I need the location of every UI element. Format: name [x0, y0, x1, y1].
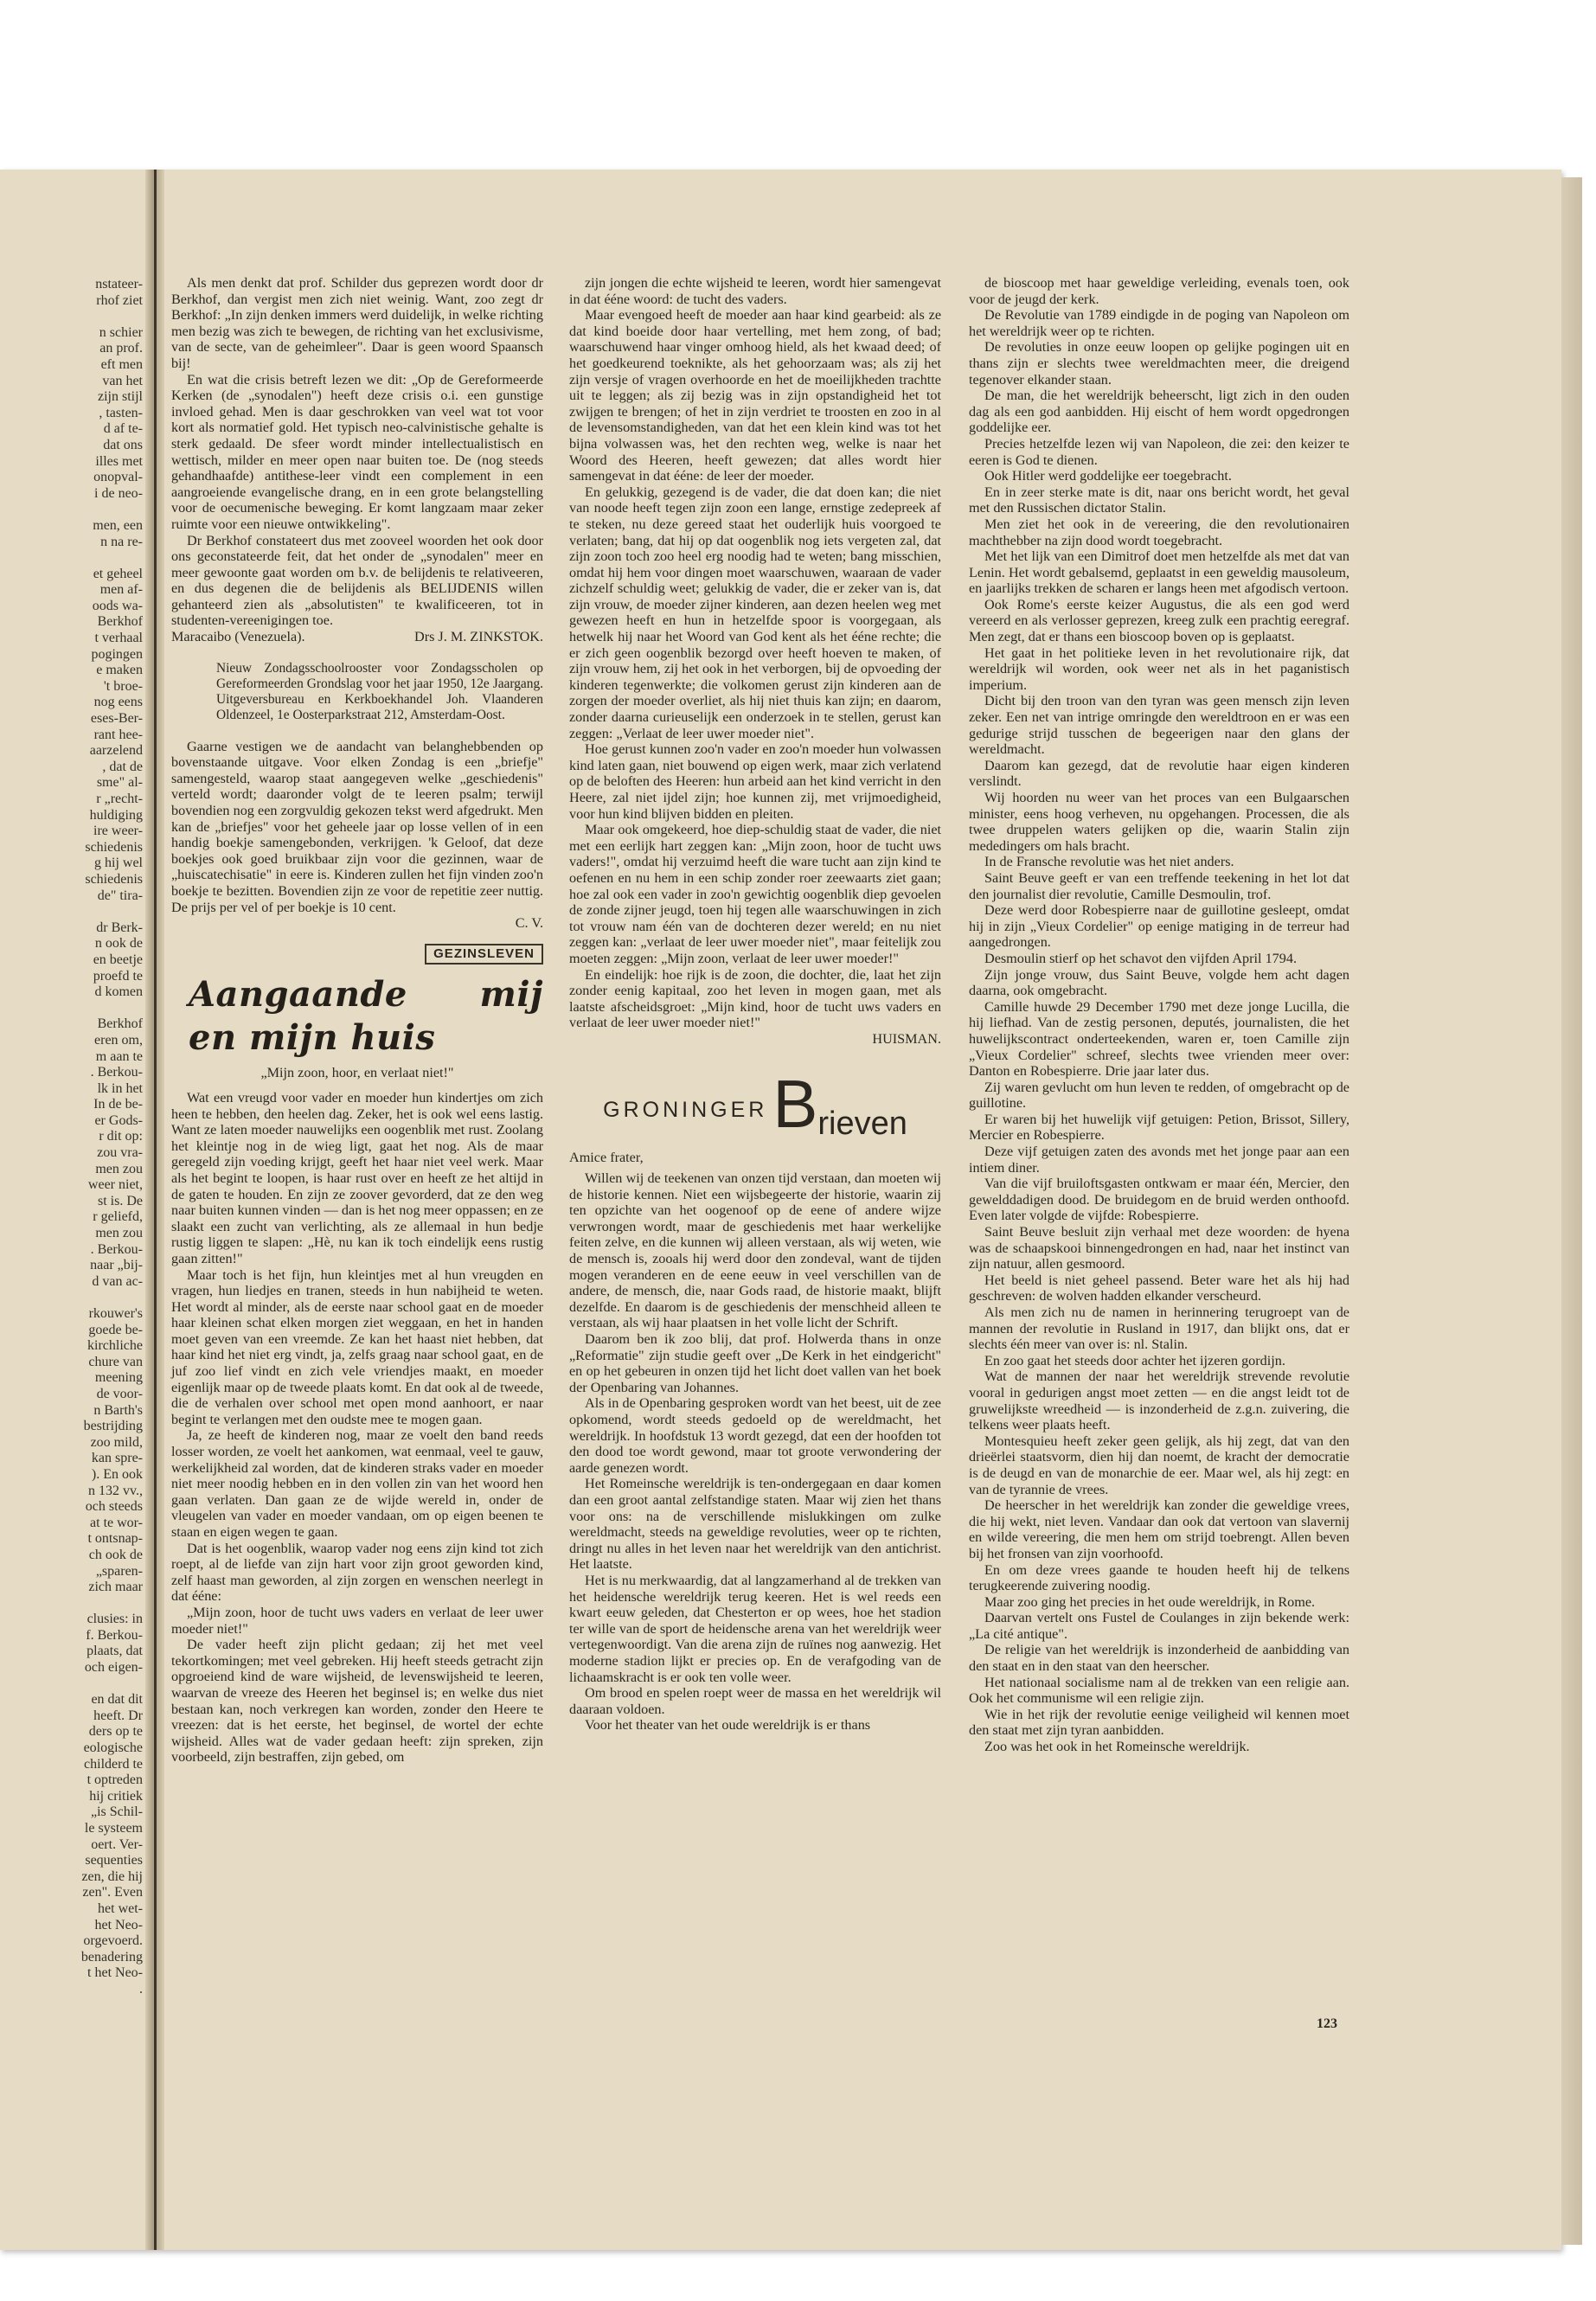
paragraph: En wat die crisis betreft lezen we dit: „Op de Gereformeerde Kerken (de „synodalen") heeft deze crisis o.i. een gunstige invloed gehad. Men is daar geschrokken van veel wat tot voor kort als normatief gold. Het typisch neo-calvinistische gehalte is sterk gedaald. De sfeer wordt minder intellectualistisch en wettisch, milder en meer open naar buiten toe. De (nog steeds gehandhaafde) antithese-leer vindt een complement in een aangroeiende evangelische drang, en in een grote belangstelling voor de oecumenische beweging. Er komt langzaam maar zeker ruimte voor een nieuwe ontwikkeling".	[171, 371, 543, 532]
paragraph: Als men zich nu de namen in herinnering terugroept van de mannen der revolutie in Rusland in 1917, dan blijkt ons, dat er slechts één meer van over is: nl. Stalin.	[969, 1304, 1349, 1353]
gutter-rule	[154, 170, 157, 2250]
paragraph: Precies hetzelfde lezen wij van Napoleon, die zei: den keizer te eeren is God te dienen.	[969, 435, 1349, 468]
paragraph: Zij waren gevlucht om hun leven te redden, of omgebracht op de guillotine.	[969, 1079, 1349, 1112]
paragraph: Voor het theater van het oude wereldrijk is er thans	[585, 1717, 871, 1734]
book-notice-text: Nieuw Zondagsschoolrooster voor Zondagsscholen op Gereformeerden Grondslag voor het jaar 1950, 12e Jaargang. Uitgeversbureau en Kerkboekhandel Joh. Vlaanderen Oldenzeel, 1e Oosterparkstraat 212, Amsterdam-Oost.	[216, 660, 543, 722]
paragraph: Het beeld is niet geheel passend. Beter ware het als hij had geschreven: de wolven hadden elkander verscheurd.	[969, 1272, 1349, 1304]
paragraph: Maar ook omgekeerd, hoe diep-schuldig staat de vader, die niet met een eerlijk hart zeggen kan: „Mijn zoon, hoor de tucht uws vaders!", omdat hij verzuimd heeft die ware tucht aan zijn kind te oefenen en nu hem in een schip zonder roer zeewaarts ziet gaan; hoe zal ook een vader in zoo'n gewichtig oogenblik diep gevoelen de zonde zijner jeugd, toen hij tegen alle waarschuwingen in zich tot vrouw nam één van de dochteren dezer wereld; en nu niet zeggen kan: „verlaat de leer uwer moeder niet", maar feitelijk zou moeten zeggen: „Mijn zoon, verlaat de leer uwer moeder!"	[569, 822, 941, 966]
paragraph: En zoo gaat het steeds door achter het ijzeren gordijn.	[984, 1352, 1285, 1368]
review-signature: C. V.	[515, 915, 543, 932]
section-label-row	[171, 944, 543, 965]
paragraph: Als in de Openbaring gesproken wordt van het beest, uit de zee opkomend, wordt steeds gedoeld op de wereldmacht, het wereldrijk. In hoofdstuk 13 wordt gezegd, dat een der hoofden tot den dood toe wordt gewond, maar tot groote verwondering der aarde genezen wordt.	[569, 1395, 941, 1476]
article-body	[171, 1090, 543, 1766]
paragraph: De vader heeft zijn plicht gedaan; zij het met veel tekortkomingen; met veel gebreken. Hij heeft steeds getracht zijn opgroeiend kind de ware wijsheid, de levenswijsheid te leeren, waarvan de vreeze des Heeren het beginsel is; en welke dus niet bestaan kan, noch verkregen kan worden, zonder den Heere te vreezen: dat is het eerste, het beginsel, de wortel der echte wijsheid. Alles wat de vader gedaan heeft: zijn spreken, zijn voorbeeld, zijn bestraffen, zijn gebed, om	[171, 1637, 543, 1766]
article-quote: „Mijn zoon, hoor, en verlaat niet!"	[260, 1065, 454, 1081]
paragraph: Men ziet het ook in de vereering, die den revolutionairen machthebber na zijn dood wordt toegebracht.	[969, 516, 1349, 548]
paragraph: zijn jongen die echte wijsheid te leeren, wordt hier samengevat in dat ééne woord: de tucht des vaders.	[569, 275, 941, 307]
paragraph: Het gaat in het politieke leven in het revolutionaire rijk, dat wereldrijk wil worden, ook weer net als in het paganistisch imperium.	[969, 644, 1349, 693]
paragraph: De heerscher in het wereldrijk kan zonder die geweldige vrees, die hij wekt, niet leven. Vandaar dan ook dat vertoon van slavernij en wilde vereering, die men hem om strijd toebrengt. Allen beven bij het fronsen van zijn voorhoofd.	[969, 1497, 1349, 1561]
paragraph: Daarom kan gezegd, dat de revolutie haar eigen kinderen verslindt.	[969, 757, 1349, 790]
paragraph: Montesquieu heeft zeker geen gelijk, als hij zegt, dat van den drieërlei staatsvorm, dien hij dan noemt, de kracht der democratie is de deugd en van de monarchie de eer. Maar wel, als hij zegt: en van de tyrannie de vrees.	[969, 1433, 1349, 1497]
paragraph: De religie van het wereldrijk is inzonderheid de aanbidding van den staat en in den staat van den heerscher.	[969, 1642, 1349, 1675]
paragraph: Ja, ze heeft de kinderen nog, maar ze voelt den band reeds losser worden, ze voelt het aankomen, wat eenmaal, veel te gauw, werkelijkheid zal worden, dat de kinderen straks vader en moeder niet meer noodig hebben en in den vollen zin van het woord hen gaan verlaten. Dan gaan ze de wijde wereld in, onder de vleugelen van vader en moeder vandaan, om op eigen beenen te staan en eigen wegen te gaan.	[171, 1427, 543, 1540]
heading-prefix: GRONINGER	[603, 1097, 768, 1122]
byline-author: Drs J. M. ZINKSTOK.	[414, 629, 543, 645]
paragraph: Dicht bij den troon van den tyran was geen mensch zijn leven zeker. Een net van intrige omringde den wereldtroon en er was een gedurige strijd tusschen de begeerigen naar den glans der wereldmacht.	[969, 693, 1349, 758]
paragraph: Het is nu merkwaardig, dat al langzamerhand al de trekken van het heidensche wereldrijk terug keeren. Het is wel reeds een kwart eeuw geleden, dat Chesterton er op wees, hoe het stadion ter wille van de sport de heidensche arena van het wereldrijk weer vertegenwoordigt. Van die arena zijn de ruïnes nog aanwezig. Het moderne stadion lijkt er precies op. En de verafgoding van de lichaamskracht is er ook ten volle weer.	[569, 1572, 941, 1685]
paragraph: Er waren bij het huwelijk vijf getuigen: Petion, Brissot, Sillery, Mercier en Robespierre.	[969, 1111, 1349, 1144]
paragraph: Ook Rome's eerste keizer Augustus, die als een god werd vereerd en als verlosser geprezen, kreeg zulk een prachtig eeregraf. Men zegt, dat er thans een bioscoop boven op is geplaatst.	[969, 596, 1349, 645]
paragraph: In de Fransche revolutie was het niet anders.	[984, 854, 1234, 870]
paragraph: Met het lijk van een Dimitrof doet men hetzelfde als met dat van Lenin. Het wordt gebalsemd, geplaatst in een geweldig mausoleum, en jaarlijks trekken de scharen er langs heen met afgodisch vertoon.	[969, 548, 1349, 597]
column-1	[171, 275, 543, 1766]
paragraph: Deze vijf getuigen zaten des avonds met het jonge paar aan een intiem diner.	[969, 1144, 1349, 1176]
paragraph: En in zeer sterke mate is dit, naar ons bericht wordt, het geval met den Russischen dictator Stalin.	[969, 484, 1349, 516]
paragraph: Maar toch is het fijn, hun kleintjes met al hun vreugden en vragen, hun liedjes en tranen, steeds in hun nabijheid te weten. Het wordt al minder, als de eerste naar school gaat en de moeder haar kleinen schat elken morgen ziet weggaan, en het in handen moet geven van een vreemde. Ze kan het haast niet hebben, dat haar kind het niet erg vindt, ja, zelfs graag naar school gaat, en de juf zoo lief vindt en zich vele vriendjes maakt, en moeder eigenlijk maar op de tweede plaats komt. En dat ook al de tweede, die de verhalen over school met open mond aanhoort, er naar begint te verlangen met den oudste mee te mogen gaan.	[171, 1266, 543, 1427]
paragraph: Wie in het rijk der revolutie eenige veiligheid wil kennen moet den staat met zijn tyran aanbidden.	[969, 1706, 1349, 1739]
paragraph: Ook Hitler werd goddelijke eer toegebracht.	[984, 468, 1232, 484]
paragraph: Dr Berkhof constateert dus met zooveel woorden het ook door ons geconstateerde feit, dat het onder de „synodalen" meer en meer gewoonte gaat worden om b.v. de belijdenis te relativeeren, en dus degenen die de belijdenis als BELIJDENIS willen gehanteerd zien als „absolutisten" te kwalificeeren, tot in studenten-vereenigingen toe.	[171, 532, 543, 629]
book-notice	[216, 661, 543, 723]
paragraph: En om deze vrees gaande te houden heeft hij de telkens terugkeerende zuivering noodig.	[969, 1561, 1349, 1594]
paragraph: Wat de mannen der naar het wereldrijk strevende revolutie vooral in gedurigen angst moet zetten — en die angst leidt tot de gruwelijkste wreedheid — is inzonderheid de z.g.n. zuivering, die telkens weer plaats heeft.	[969, 1368, 1349, 1433]
column-1-intro	[171, 275, 543, 629]
heading-initial: B	[772, 1065, 818, 1142]
review-paragraph: Gaarne vestigen we de aandacht van belanghebbenden op bovenstaande uitgave. Voor elken Zondag is een „briefje" samengesteld, waarop staat aangegeven welke „geschiedenis" verteld wordt; daaronder volgt de te leeren psalm; terwijl bovendien nog een zorgvuldig gekozen tekst werd afgedrukt. Men kan de „briefjes" voor het geheele jaar op losse vellen of in een handig boekje samengebonden, verkrijgen. 'k Geloof, dat deze boekjes ook goed bruikbaar zijn voor die gezinnen, waar de „huiscatechisatie" in eere is. Kinderen zullen het fijn vinden zoo'n boekje te bezitten. Bovendien zijn ze voor de repetitie zeer nuttig. De prijs per vel of per boekje is 10 cent.	[171, 738, 543, 915]
paragraph: Het nationaal socialisme nam al de trekken van een religie aan. Ook het communisme wil een religie zijn.	[969, 1674, 1349, 1707]
paragraph: Zoo was het ook in het Romeinsche wereldrijk.	[984, 1739, 1250, 1755]
paragraph: de bioscoop met haar geweldige verleiding, evenals toen, ook voor de jeugd der kerk.	[969, 275, 1349, 307]
paragraph: Daarvan vertelt ons Fustel de Coulanges in zijn bekende werk: „La cité antique".	[969, 1610, 1349, 1642]
section-label: GEZINSLEVEN	[425, 944, 543, 965]
groninger-brieven-heading	[569, 1060, 941, 1142]
paragraph: Dat is het oogenblik, waarop vader nog eens zijn kind tot zich roept, al de liefde van zijn hart voor zijn groot geworden kind, zelf haast man geworden, al zijn zorgen en wenschen neerlegt in dat ééne:	[171, 1540, 543, 1605]
column-3	[969, 275, 1349, 1755]
paragraph: Om brood en spelen roept weer de massa en het wereldrijk wil daaraan voldoen.	[569, 1685, 941, 1717]
stacked-page-edges	[1561, 177, 1582, 2245]
paragraph: Zijn jonge vrouw, dus Saint Beuve, volgde hem acht dagen daarna, ook omgebracht.	[969, 966, 1349, 999]
article-title: Aangaande mij en mijn huis	[189, 974, 543, 1059]
byline	[171, 629, 543, 645]
paragraph: Hoe gerust kunnen zoo'n vader en zoo'n moeder hun volwassen kind laten gaan, niet bouwend op eigen werk, maar zich verlatend op de beloften des Heeren: hun arbeid aan het kind verricht in den Heere, zal niet ijdel zijn; hoe kunnen zij, met vrijmoedigheid, voor hun kind blijven bidden en pleiten.	[569, 741, 941, 822]
paragraph: Maar evengoed heeft de moeder aan haar kind gearbeid: als ze dat kind boeide door haar vertelling, met hem zong, of bad; waarschuwend haar vinger omhoog hield, als het kwaad deed; of het goedkeurend toeknikte, als het gehoorzaam was; als zij het zijn versje of vragen overhoorde en het de moeilijkheden trachtte uit te leggen; als zij bezig was in zijn opstandigheid het tot zwijgen te brengen; of het in zijn verdriet te troosten en zoo in al de levensomstandigheden, van dat het een klein kind was tot het bijna volwassen was, het den rechten weg, welke is naar het Woord des Heeren, heeft gewezen; dat alles wordt hier samengevat in dat ééne: de leer der moeder.	[569, 307, 941, 484]
paragraph: Deze werd door Robespierre naar de guillotine gesleept, omdat hij in zijn „Vieux Cordelier" op eenige matiging in de terreur had aangedrongen.	[969, 902, 1349, 951]
previous-page-column-fragment: nstateer- rhof ziet n schier an prof. eft men van het zijn stijl , tasten- d af te- dat ons illes met onopval- i de neo- men, een n na re- et geheel men af- oods wa- Berkhof t verhaal pogingen e maken 't broe- nog eens eses-Ber- rant hee- aarzelend , dat de sme" al- r „recht- huldiging ire weer- schiedenis g hij wel schiedenis de" tira- dr Berk- n ook de en beetje proefd te d komen Berkhof eren om, m aan te . Berkou- lk in het In de be- er Gods- r dit op: zou vra- men zou weer niet, st is. De r geliefd, men zou . Berkou- naar „bij- d van ac- rkouwer's goede be- kirchliche chure van meening de voor- n Barth's bestrijding zoo mild, kan spre- ). En ook n 132 vv., och steeds at te wor- t ontsnap- ch ook de „sparen- zich maar clusies: in f. Berkou- plaats, dat och eigen- en dat dit heeft. Dr ders op te eologische childerd te t optreden hij critiek „is Schil- le systeem oert. Ver- sequenties zen, die hij zen". Even het wet- het Neo- orgevoerd. benadering t het Neo- .	[80, 277, 143, 1997]
paragraph: Saint Beuve besluit zijn verhaal met deze woorden: de hyena was de schaapskooi binnengedrongen en had, naar het instinct van zijn natuur, allen gesmoord.	[969, 1224, 1349, 1272]
paragraph: Daarom ben ik zoo blij, dat prof. Holwerda thans in onze „Reformatie" zijn studie geeft over „De Kerk in het eindgericht" en op het gebeuren in onzen tijd het licht doet vallen van het boek der Openbaring van Johannes.	[569, 1331, 941, 1395]
page-number: 123	[1317, 2016, 1337, 2031]
salutation: Amice frater,	[569, 1149, 644, 1165]
paragraph: En eindelijk: hoe rijk is de zoon, die dochter, die, laat het zijn zonder eenig kapitaal, zoo het leven in mogen gaan, met als laatste afscheidsgroet: „Mijn kind, hoor de tucht uws vaders en verlaat de leer uwer moeder niet!"	[569, 966, 941, 1031]
paragraph: Camille huwde 29 December 1790 met deze jonge Lucilla, die hij liefhad. Van de zestig personen, deputés, journalisten, die het huwelijkscontract onderteekenden, waren er, toen Camille zijn „Vieux Cordelier" schreef, slechts twee vrienden meer over: Danton en Robespierre. Drie jaar later dus.	[969, 998, 1349, 1080]
paragraph: De man, die het wereldrijk beheerscht, ligt zich in den ouden dag als een god aanbidden. Hij eischt of hem wordt opgedrongen goddelijke eer.	[969, 388, 1349, 436]
paragraph: Van die vijf bruiloftsgasten ontkwam er maar één, Mercier, den gewelddadigen dood. De bruidegom en de bruid werden onthoofd. Even later volgde de vijfde: Robespierre.	[969, 1176, 1349, 1224]
article-signature: HUISMAN.	[872, 1030, 941, 1047]
paragraph: Wat een vreugd voor vader en moeder hun kindertjes om zich heen te hebben, den heelen dag. Zeker, het is ook wel eens lastig. Want ze laten moeder nauwelijks een oogenblik met rust. Zoolang het kleintje nog in de wieg ligt, gaat het nog. Als de maar geregeld zijn voeding krijgt, geeft het haar niet veel werk. Maar als het begint te loopen, is haar rust over en heeft ze het altijd in de gaten te houden. En zijn ze zoover gevorderd, dat ze den weg naar buiten kunnen vinden — dan is het nog meer oppassen; en ze slaakt een zucht van verlichting, als ze allemaal in hun bedje rustig liggen te slapen: „Hè, nu kan ik toch eindelijk eens rustig gaan zitten!"	[171, 1089, 543, 1266]
paragraph: Het Romeinsche wereldrijk is ten-ondergegaan en daar komen dan een groot aantal zelfstandige staten. Maar wij zien het thans voor ons: na de verschillende mislukkingen om zulke wereldmacht, steeds na geweldige revoluties, weer op te richten, dringt nu alles in het leven naar het wereldrijk van den antichrist. Het laatste.	[569, 1476, 941, 1573]
article-continuation	[569, 275, 941, 1031]
paragraph: Saint Beuve geeft er van een treffende teekening in het lot dat den journalist dier revolutie, Camille Desmoulin, trof.	[969, 869, 1349, 902]
column-2	[569, 275, 941, 1734]
byline-place: Maracaibo (Venezuela).	[171, 629, 305, 645]
paragraph: Maar zoo ging het precies in het oude wereldrijk, in Rome.	[984, 1593, 1316, 1610]
brieven-body	[569, 1170, 941, 1734]
paragraph: Als men denkt dat prof. Schilder dus geprezen wordt door dr Berkhof, dan vergist men zich niet weinig. Want, zoo zegt dr Berkhof: „In zijn denken immers werd duidelijk, in welke richting men bezig was zich te bewegen, de richting van het exclusivisme, van de secte, van de geheimleer". Daar is geen woord Spaansch bij!	[171, 275, 543, 371]
paragraph: Desmoulin stierf op het schavot den vijfden April 1794.	[984, 950, 1298, 966]
heading-suffix: rieven	[817, 1105, 907, 1142]
paragraph: Willen wij de teekenen van onzen tijd verstaan, dan moeten wij de historie kennen. Niet een wijsbegeerte der historie, waarin zij ten opzichte van het oogenoof op de eene of andere wijze verwrongen wordt, maar de geschiedenis met haar werkelijke feiten zelve, en die kunnen wij alleen verstaan, als wij weten, wie de mensch is, zooals hij werd door den zondeval, want de tijden mogen veranderen en de eene eeuw in veel verschillen van de andere, de mensch, die, naar Gods raad, de historie maakt, blijft dezelfde. En daarom is de geschiedenis der menschheid alleen te verstaan, als wij haar plaatsen in het volle licht der Schrift.	[569, 1170, 941, 1331]
paragraph: „Mijn zoon, hoor de tucht uws vaders en verlaat de leer uwer moeder niet!"	[171, 1604, 543, 1637]
paragraph: De revoluties in onze eeuw loopen op gelijke pogingen uit en thans zijn er slechts twee wereldmachten meer, die dreigend tegenover elkander staan.	[969, 339, 1349, 388]
paragraph: De Revolutie van 1789 eindigde in de poging van Napoleon om het wereldrijk weer op te richten.	[969, 307, 1349, 339]
paragraph: En gelukkig, gezegend is de vader, die dat doen kan; die niet van noode heeft tegen zijn zoon een lange, ernstige zedepreek af te steken, nu deze gereed staat het ouderlijk huis voorgoed te verlaten; bang, dat hij op dat oogenblik nog iets vergeten zal, dat zijn zoon toch zoo heel erg noodig had te weten; bang misschien, omdat hij hem voor dingen moet waarschuwen, waaraan de vader zichzelf schuldig weet; gelukkig de vader, die er zeker van is, dat zijn vrouw, de moeder zijner kinderen, aan dezen heelen weg met gewezen heeft en hun in hetzelfde spoor is voorgegaan, als hetwelk hij naar het Woord van God kent als het ééne rechte; die er zich geen oogenblik bezorgd over heeft hoeven te maken, of zijn vrouw hem, zij het ook in het verborgen, bij de opvoeding der kinderen tegenwerkte; die volkomen gerust zijn kinderen aan de zorgen der moeder overliet, als hij niet thuis kan zijn; en daarom, zonder daarna curieuselijk een onderzoek in te stellen, gerust kan zeggen: „Verlaat de leer uwer moeder niet".	[569, 484, 941, 741]
paragraph: Wij hoorden nu weer van het proces van een Bulgaarschen minister, eens hoog verheven, nu opgehangen. Processen, die als twee druppelen waters gelijken op die, waarin Stalin zijn mededingers om hals bracht.	[969, 790, 1349, 854]
